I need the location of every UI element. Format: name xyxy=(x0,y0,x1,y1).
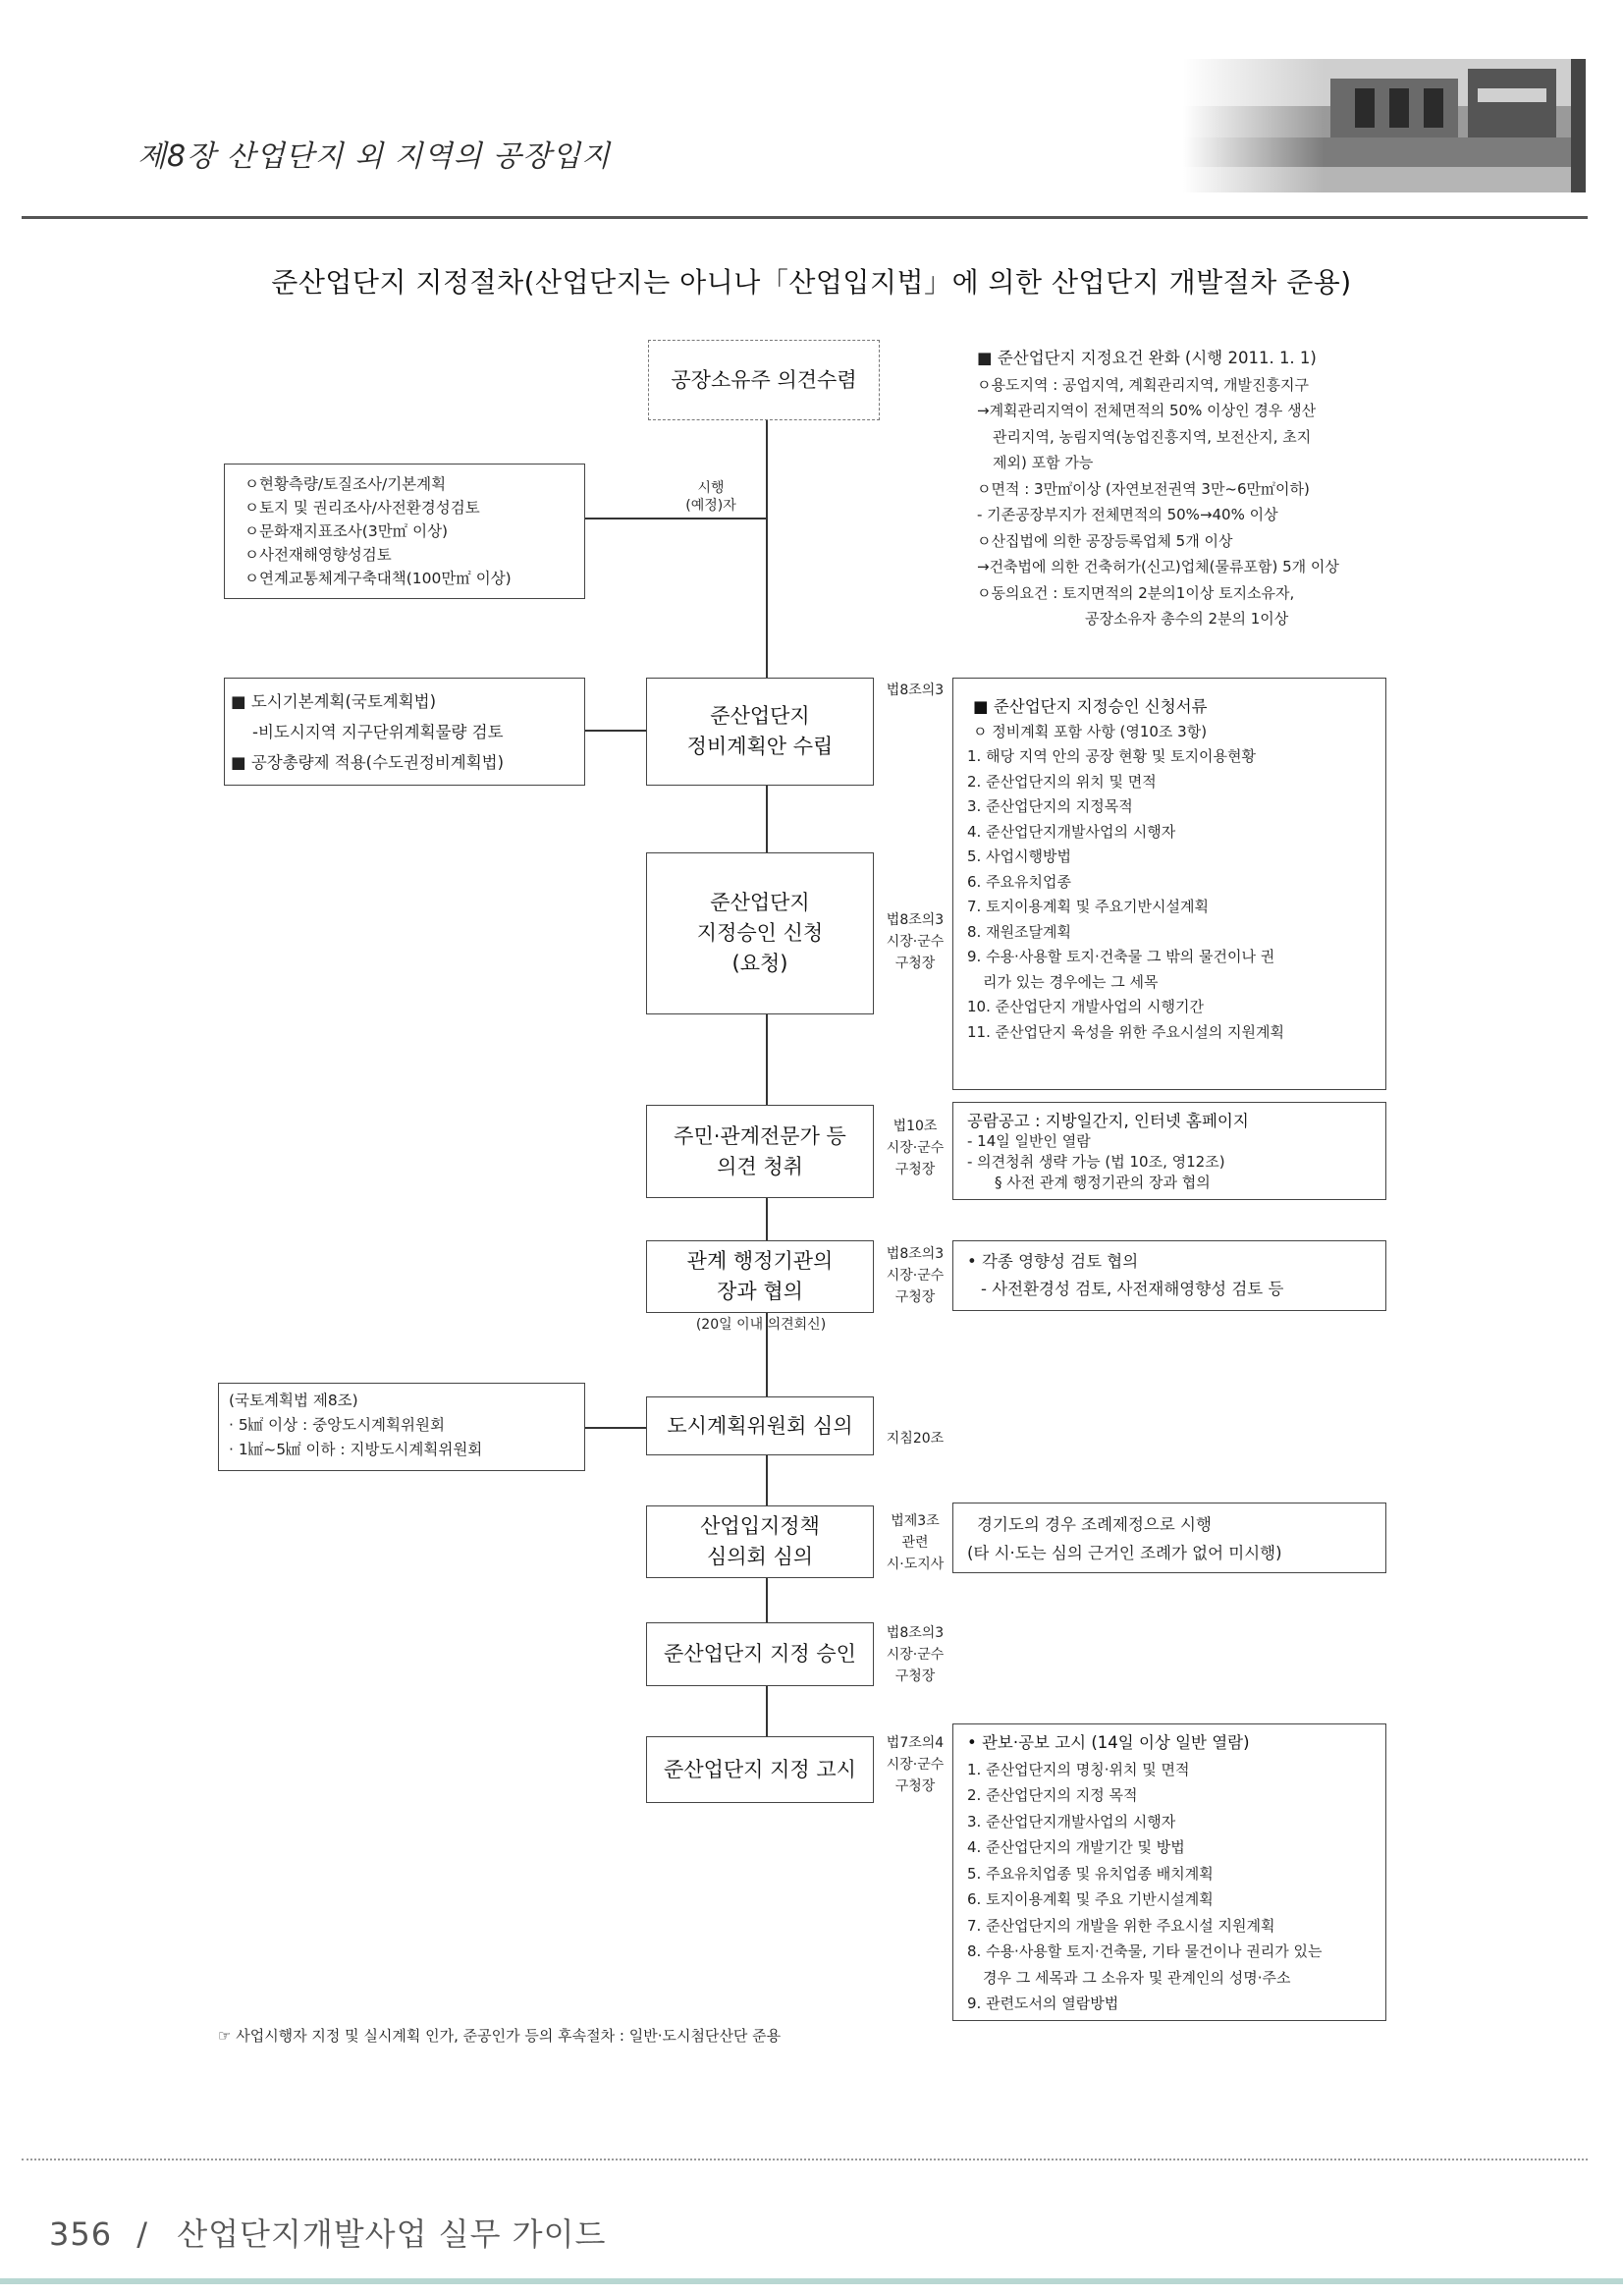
connector-left-box1 xyxy=(585,518,766,519)
label-step9-law xyxy=(876,1732,954,1797)
gazette-line-5: 4. 준산업단지의 개발기간 및 방법 xyxy=(967,1838,1185,1856)
label-step7-line3: 시·도지사 xyxy=(886,1557,945,1572)
notice-line-1: 공람공고 : 지방일간지, 인터넷 홈페이지 xyxy=(967,1112,1249,1130)
flow-step-2-line1: 준산업단지 xyxy=(710,704,810,728)
flow-step-1-text: 공장소유주 의견수렴 xyxy=(671,367,857,392)
footer-rule xyxy=(0,2278,1623,2284)
diagram-title: 준산업단지 지정절차(산업단지는 아니나「산업입지법」에 의한 산업단지 개발절차 준용) xyxy=(271,266,1352,299)
docs-line-5: 3. 준산업단지의 지정목적 xyxy=(967,797,1133,815)
connector-left-box2 xyxy=(585,730,646,732)
label-step3-line1: 법8조의3 xyxy=(886,912,945,928)
chapter-title: 제8장 산업단지 외 지역의 공장입지 xyxy=(137,139,611,174)
flow-step-7 xyxy=(646,1505,874,1578)
public-notice-box xyxy=(952,1102,1386,1200)
committee-line-2: · 5㎢ 이상 : 중앙도시계획위원회 xyxy=(229,1416,445,1434)
docs-line-12: 리가 있는 경우에는 그 세목 xyxy=(983,972,1159,991)
docs-line-8: 6. 주요유치업종 xyxy=(967,872,1072,891)
notice-line-4: § 사전 관계 행정기관의 장과 협의 xyxy=(995,1174,1211,1191)
gazette-notice-box xyxy=(952,1723,1386,2021)
survey-line-2: ㅇ토지 및 권리조사/사전환경성검토 xyxy=(244,499,480,517)
label-step3-line2: 시장·군수 xyxy=(886,934,945,950)
label-step6-law: 지침20조 xyxy=(886,1431,945,1447)
docs-line-1: ■ 준산업단지 지정승인 신청서류 xyxy=(973,697,1208,716)
header-rule xyxy=(22,216,1588,219)
flow-step-3-line3: (요청) xyxy=(731,952,788,975)
label-step5-line2: 시장·군수 xyxy=(886,1268,945,1284)
req-line-7: - 기존공장부지가 전체면적의 50%→40% 이상 xyxy=(977,506,1278,523)
urban-plan-line-1: ■ 도시기본계획(국토계획법) xyxy=(231,692,437,711)
gazette-line-7: 6. 토지이용계획 및 주요 기반시설계획 xyxy=(967,1890,1214,1908)
designation-requirements-note xyxy=(977,346,1339,632)
preliminary-survey-box xyxy=(224,464,585,599)
docs-line-14: 11. 준산업단지 육성을 위한 주요시설의 지원계획 xyxy=(967,1022,1285,1041)
follow-up-footnote: ☞ 사업시행자 지정 및 실시계획 인가, 준공인가 등의 후속절차 : 일반·도시첨단산단 준용 xyxy=(218,2027,782,2045)
gazette-line-6: 5. 주요유치업종 및 유치업종 배치계획 xyxy=(967,1864,1214,1883)
flow-step-5-line1: 관계 행정기관의 xyxy=(686,1249,834,1273)
label-step8-line2: 시장·군수 xyxy=(886,1647,945,1663)
flow-step-6-text: 도시계획위원회 심의 xyxy=(667,1413,853,1438)
docs-line-11: 9. 수용·사용할 토지·건축물 그 밖의 물건이나 권 xyxy=(967,948,1275,965)
urban-plan-line-3: ■ 공장총량제 적용(수도권정비계획법) xyxy=(231,753,505,772)
committee-line-1: (국토계획법 제8조) xyxy=(229,1392,358,1409)
flow-step-3 xyxy=(646,852,874,1014)
docs-line-6: 4. 준산업단지개발사업의 시행자 xyxy=(967,822,1176,841)
flow-step-9 xyxy=(646,1736,874,1803)
flow-step-3-line2: 지정승인 신청 xyxy=(696,921,824,945)
label-implementer xyxy=(662,479,760,515)
ordinance-line-1: 경기도의 경우 조례제정으로 시행 xyxy=(977,1515,1212,1534)
gazette-line-2: 1. 준산업단지의 명칭·위치 및 면적 xyxy=(967,1760,1190,1778)
label-step7-law xyxy=(876,1510,954,1575)
book-title: 산업단지개발사업 실무 가이드 xyxy=(177,2215,607,2253)
label-step2-law: 법8조의3 xyxy=(886,683,945,698)
docs-line-7: 5. 사업시행방법 xyxy=(967,847,1072,865)
committee-line-3: · 1㎢~5㎢ 이하 : 지방도시계획위원회 xyxy=(229,1441,483,1458)
survey-line-5: ㅇ연계교통체계구축대책(100만㎡ 이상) xyxy=(244,570,512,587)
label-step8-line3: 구청장 xyxy=(894,1668,936,1684)
page-number: 356 xyxy=(49,2215,113,2253)
footer-separator: / xyxy=(136,2215,149,2253)
req-line-1: ■ 준산업단지 지정요건 완화 (시행 2011. 1. 1) xyxy=(977,349,1317,367)
survey-line-3: ㅇ문화재지표조사(3만㎡ 이상) xyxy=(244,522,449,540)
flow-step-2-line2: 정비계획안 수립 xyxy=(686,735,834,758)
page-footer xyxy=(49,2210,606,2255)
connector-left-box3 xyxy=(585,1427,646,1429)
docs-line-2: ㅇ 정비계획 포함 사항 (영10조 3항) xyxy=(973,722,1208,740)
flow-step-2 xyxy=(646,678,874,786)
survey-line-1: ㅇ현황측량/토질조사/기본계획 xyxy=(244,475,447,493)
flow-step-6 xyxy=(646,1396,874,1455)
notice-line-3: - 의견청취 생략 가능 (법 10조, 영12조) xyxy=(967,1153,1225,1171)
gazette-line-4: 3. 준산업단지개발사업의 시행자 xyxy=(967,1812,1176,1831)
survey-line-4: ㅇ사전재해영향성검토 xyxy=(244,546,392,564)
label-step9-line2: 시장·군수 xyxy=(886,1757,945,1773)
label-step5-line3: 구청장 xyxy=(894,1289,936,1305)
urban-plan-box xyxy=(224,678,585,786)
label-step4-line2: 시장·군수 xyxy=(886,1140,945,1156)
req-line-8: ㅇ산집법에 의한 공장등록업체 5개 이상 xyxy=(977,531,1233,550)
req-line-11: 공장소유자 총수의 2분의 1이상 xyxy=(1085,610,1289,628)
label-step9-line1: 법7조의4 xyxy=(886,1735,945,1751)
label-step3-law xyxy=(876,909,954,974)
planning-committee-box xyxy=(218,1383,585,1471)
req-line-5: 제외) 포함 가능 xyxy=(993,454,1094,471)
label-step5-reply: (20일 이내 의견회신) xyxy=(695,1317,827,1333)
flow-step-7-line2: 심의회 심의 xyxy=(706,1545,814,1568)
header-photo xyxy=(1183,59,1586,192)
flow-step-8-text: 준산업단지 지정 승인 xyxy=(664,1642,856,1666)
impact-review-box xyxy=(952,1240,1386,1311)
label-step9-line3: 구청장 xyxy=(894,1778,936,1794)
docs-line-4: 2. 준산업단지의 위치 및 면적 xyxy=(967,772,1157,791)
flow-step-7-line1: 산업입지정책 xyxy=(700,1514,820,1538)
gazette-line-9: 8. 수용·사용할 토지·건축물, 기타 물건이나 권리가 있는 xyxy=(967,1942,1323,1960)
label-step3-line3: 구청장 xyxy=(894,956,936,971)
docs-line-3: 1. 해당 지역 안의 공장 현황 및 토지이용현황 xyxy=(967,747,1257,765)
flow-step-5-line2: 장과 협의 xyxy=(717,1280,803,1303)
gazette-line-10: 경우 그 세목과 그 소유자 및 관계인의 성명·주소 xyxy=(983,1968,1291,1987)
docs-line-13: 10. 준산업단지 개발사업의 시행기간 xyxy=(967,998,1205,1015)
flow-step-1 xyxy=(648,340,880,420)
notice-line-2: - 14일 일반인 열람 xyxy=(967,1132,1091,1150)
gazette-line-11: 9. 관련도서의 열람방법 xyxy=(967,1995,1119,2012)
req-line-10: ㅇ동의요건 : 토지면적의 2분의1이상 토지소유자, xyxy=(977,583,1295,602)
flow-step-9-text: 준산업단지 지정 고시 xyxy=(664,1757,856,1781)
label-implementer-line1: 시행 xyxy=(697,480,725,496)
req-line-4: 관리지역, 농림지역(농업진흥지역, 보전산지, 초지 xyxy=(993,427,1312,446)
gazette-line-3: 2. 준산업단지의 지정 목적 xyxy=(967,1786,1138,1804)
req-line-2: ㅇ용도지역 : 공업지역, 계획관리지역, 개발진흥지구 xyxy=(977,375,1309,394)
flow-step-4 xyxy=(646,1105,874,1198)
urban-plan-line-2: -비도시지역 지구단위계획물량 검토 xyxy=(252,723,504,741)
flow-step-5 xyxy=(646,1240,874,1313)
impact-line-2: - 사전환경성 검토, 사전재해영향성 검토 등 xyxy=(981,1280,1284,1298)
label-step8-line1: 법8조의3 xyxy=(886,1625,945,1641)
label-implementer-line2: (예정)자 xyxy=(685,498,736,514)
label-step8-law xyxy=(876,1622,954,1687)
docs-line-9: 7. 토지이용계획 및 주요기반시설계획 xyxy=(967,898,1209,915)
ordinance-line-2: (타 시·도는 심의 근거인 조례가 없어 미시행) xyxy=(967,1544,1282,1562)
gazette-line-8: 7. 준산업단지의 개발을 위한 주요시설 지원계획 xyxy=(967,1916,1275,1935)
application-documents-box xyxy=(952,678,1386,1090)
footer-dotted-rule xyxy=(22,2159,1588,2160)
label-step5-line1: 법8조의3 xyxy=(886,1246,945,1262)
label-step4-line1: 법10조 xyxy=(893,1119,938,1134)
gazette-line-1: • 관보·공보 고시 (14일 이상 일반 열람) xyxy=(967,1733,1250,1752)
label-step4-line3: 구청장 xyxy=(894,1162,936,1177)
req-line-9: →건축법에 의한 건축허가(신고)업체(물류포함) 5개 이상 xyxy=(977,558,1339,575)
label-step7-line1: 법제3조 xyxy=(891,1513,940,1529)
flow-step-8 xyxy=(646,1622,874,1686)
flow-step-3-line1: 준산업단지 xyxy=(710,891,810,914)
flow-step-4-line1: 주민·관계전문가 등 xyxy=(674,1123,846,1148)
req-line-6: ㅇ면적 : 3만㎡이상 (자연보전권역 3만~6만㎡이하) xyxy=(977,479,1310,498)
label-step7-line2: 관련 xyxy=(901,1535,929,1551)
gyeonggi-ordinance-box xyxy=(952,1503,1386,1573)
label-step4-law xyxy=(876,1116,954,1180)
flow-step-4-line2: 의견 청취 xyxy=(717,1154,803,1178)
req-line-3: →계획관리지역이 전체면적의 50% 이상인 경우 생산 xyxy=(977,402,1317,419)
docs-line-10: 8. 재원조달계획 xyxy=(967,922,1072,941)
label-step5-law xyxy=(876,1243,954,1308)
impact-line-1: • 각종 영향성 검토 협의 xyxy=(967,1252,1139,1271)
